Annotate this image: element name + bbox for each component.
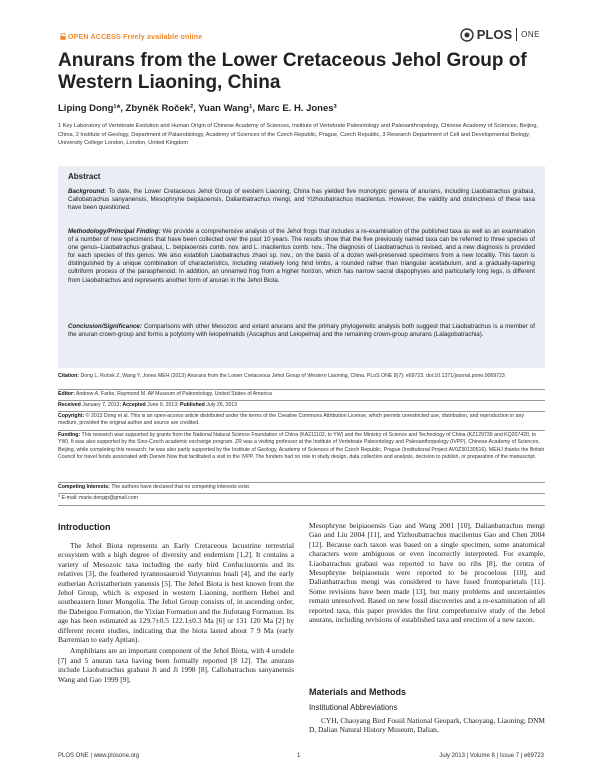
- funding: [58, 432, 545, 461]
- affiliations: 1 Key Laboratory of Vertebrate Evolution and Human Origin of Chinese Academy of Sciences, Institute of Vertebrate Paleontology and Paleoanthropology, Chinese Academy of Sciences, Beijing, China, 2 Institute of Geology, Department of Palaeobiology, Academy of Sciences of the Czech Republic, Prague, Czech Republic, 3 Research Department of Cell and Developmental Biology, University College London, London, United Kingdom: [58, 123, 539, 146]
- published-date: July 26, 2013: [204, 402, 238, 408]
- logo-divider: [516, 28, 517, 41]
- competing-text: The authors have declared that no competing interests exist.: [109, 484, 251, 490]
- received-label: Received: [58, 402, 81, 408]
- dates: [58, 402, 545, 409]
- meta-divider: [58, 400, 545, 401]
- right-column: [309, 521, 545, 624]
- journal-logo: [460, 27, 540, 42]
- citation-text: Dong L, Roček Z, Wang Y, Jones MEH (2013) Anurans from the Lower Cretaceous Jehol Group of Western Liaoning, China. PLoS ONE 8(7): e69723. doi:10.1371/journal.pone.0069723: [79, 373, 505, 379]
- competing-label: Competing Interests:: [58, 484, 110, 490]
- methods-label: Methodology/Principal Finding:: [68, 228, 161, 235]
- accepted-label: Accepted: [122, 402, 146, 408]
- meta-divider: [58, 482, 545, 483]
- abstract-methods: [68, 228, 535, 285]
- received-date: January 7, 2013;: [80, 402, 123, 408]
- left-column: [58, 541, 294, 684]
- abstract-conclusion: [68, 323, 535, 339]
- background-text: To date, the Lower Cretaceous Jehol Group of western Liaoning, China has yielded five monotypic genera of anurans, including Liaobatrachus grabaui, Callobatrachus sanyanensis, Mesophryne beipiaoensis, Dalianbatrachus mengi, and Yizhoubatrachus macilentus. However, the validity and distinctness of these taxa have been questioned.: [68, 188, 535, 212]
- copyright: [58, 413, 545, 428]
- intro-paragraph-2: Amphibians are an important component of the Jehol Biota, with 4 urodele [7] and 5 anuran taxa having been formally reported [8 12]. The anurans include Liaobatrachus grabaui Ji and Ji 1998 [8], Callobatrachus sanyanensis Wang and Gao 1999 [9],: [58, 646, 294, 684]
- abbreviations-text: CYH, Chaoyang Bird Fossil National Geopark, Chaoyang, Liaoning; DNM D, Dalian Natural History Museum, Dalian,: [309, 716, 545, 735]
- citation-label: Citation:: [58, 373, 80, 379]
- editor: [58, 391, 545, 398]
- author-list: Liping Dong¹*, Zbyněk Roček², Yuan Wang¹, Marc E. H. Jones³: [58, 103, 337, 114]
- funding-label: Funding:: [58, 432, 81, 438]
- footer-issue: July 2013 | Volume 8 | Issue 7 | e69723: [439, 753, 544, 759]
- abstract-background: [68, 188, 535, 212]
- article-title: Anurans from the Lower Cretaceous Jehol Group of Western Liaoning, China: [58, 50, 527, 93]
- journal-name: PLOS: [476, 27, 513, 42]
- conclusion-text: Comparisons with other Mesozoic and extant anurans and the primary phylogenetic analysis both suggest that Liaobatrachus is a member of the anuran crown-group and forms a polytomy with leiopelmatids (Ascaphus and Leiopelma) and the remaining crown-group anurans (Lalagobatrachia).: [68, 323, 535, 339]
- background-label: Background:: [68, 188, 107, 195]
- open-access-banner: [58, 33, 202, 41]
- accepted-date: June 6, 2013;: [145, 402, 181, 408]
- meta-divider: [58, 411, 545, 412]
- editor-text: Andrew A. Farke, Raymond M. Alf Museum of Paleontology, United States of America: [74, 391, 272, 397]
- corresponding-email: * E-mail: marie.dongip@gmail.com: [58, 495, 138, 501]
- footer-journal: PLOS ONE | www.plosone.org: [58, 753, 140, 759]
- meta-divider: [58, 430, 545, 431]
- page-number: 1: [297, 753, 301, 759]
- introduction-heading: Introduction: [58, 522, 111, 532]
- intro-paragraph-3: Mesophryne beipiaoensis Gao and Wang 2001 [10], Dalianbatrachus mengi Gao and Liu 2004 [11], and Yizhoubatrachus macilentus Gao and Chen 2004 [12]. Because each taxon was based on a single specimen, some anatomical characters were ambiguous or even incorrectly interpreted. For example, Liaobatrachus grabaui was reported to have no ribs [8], the centra of Mesophryne beipiaoensis were reported to be procoelous [10], and Dalianbatrachus mengi was considered to have fused frontoparietals [11]. Some revisions have been made [13], but many problems and uncertainties remain unresolved. Based on new fossil discoveries and a re-examination of all reported taxa, this paper provides the first comprehensive study of the Jehol anurans, including revisions of established taxa and erection of a new taxon.: [309, 521, 545, 625]
- abbreviations-text-block: [309, 716, 545, 735]
- plos-logo-icon: [460, 28, 474, 42]
- open-access-text: OPEN ACCESS Freely available online: [68, 34, 203, 41]
- abstract-heading: Abstract: [68, 172, 101, 181]
- meta-divider: [58, 505, 545, 506]
- conclusion-label: Conclusion/Significance:: [68, 323, 142, 330]
- published-label: Published: [180, 402, 205, 408]
- open-lock-icon: [60, 33, 66, 40]
- methods-heading: Materials and Methods: [309, 687, 407, 697]
- funding-text: This research was supported by grants from the National Natural Science Foundation of China (KA211102, to YW) and the Ministry of Science and Technology of China (KZ129739 and KQ207420, to YW). It was also supported by the Sino-Czech academic exchange program. ZR was a visiting professor at the Institute of Vertebrate Paleontology and Paleoanthropology (IVPP), Chinese Academy of Sciences, Beijing, while completing this research; he was also partly supported by the Institute of Geology, Academy of Sciences of the Czech Republic, Prague (Institutional Project AV0Z30130516). MEHJ thanks the British Council for travel funds associated with Darwin Now that facilitated a visit to the IVPP. The funders had no role in study design, data collection and analysis, decision to publish, or preparation of the manuscript.: [58, 432, 545, 460]
- intro-paragraph-1: The Jehol Biota represents an Early Cretaceous lacustrine terrestrial ecosystem with a high degree of diversity and endemism [1,2]. It contains a variety of Mesozoic taxa including the early bird Confuciusornis and its relatives [3], the feathered tyrannosauroid Yutyrannus huali [4], and the early eutherian Acristatherium yanensis [5]. The Jehol Biota is best known from the Jehol Group, which is exposed in western Liaoning, northern Hebei and southeastern Inner Mongolia. The Jehol Group consists of, in ascending order, the Dabeigou Formation, the Yixian Formation and the Jiufotang Formation. Its age has been estimated as 129.7±0.5 122.1±0.3 Ma [6] or 131 120 Ma [2] by different recent studies, indicating that the biota lasted about 7 9 Ma (early Barremian to early Aptian).: [58, 541, 294, 645]
- editor-label: Editor:: [58, 391, 75, 397]
- copyright-text: © 2013 Dong et al. This is an open-access article distributed under the terms of the Creative Commons Attribution License, which permits unrestricted use, distribution, and reproduction in any medium, provided the original author and source are credited.: [58, 413, 524, 427]
- abbreviations-heading: Institutional Abbreviations: [309, 703, 398, 712]
- citation: [58, 373, 545, 380]
- copyright-label: Copyright:: [58, 413, 85, 419]
- meta-divider: [58, 389, 545, 390]
- abstract-box: [58, 166, 545, 368]
- meta-divider: [58, 493, 545, 494]
- methods-text: We provide a comprehensive analysis of the Jehol frogs that includes a re-examination of the published taxa as well as an examination of a number of new specimens that have been collected over the past 10 years. The results show that the five previously named taxa can be referred to three species of one genus–Liaobatrachus grabaui, L. beipiaoensis comb. nov. and L. macilentus comb. nov.. The diagnosis of Liaobatrachus is revised, and a new diagnosis is provided for each species of this genus. We also establish Liaobatrachus zhaoi sp. nov., on the basis of a dozen well-preserved specimens from a new locality. This taxon is distinguished by a unique combination of characteristics, including relatively long hind limbs, a rounded rather than triangular acetabulum, and a gradually-tapering cultriform process of the parasphenoid. In addition, an unnamed frog from a higher horizon, which has narrow sacral diapophyses and particularly long legs, is different from Liaobatrachus and represents another form of anuran in the Jehol Biota.: [68, 228, 535, 284]
- competing-interests: [58, 484, 545, 491]
- journal-sub: ONE: [521, 30, 540, 39]
